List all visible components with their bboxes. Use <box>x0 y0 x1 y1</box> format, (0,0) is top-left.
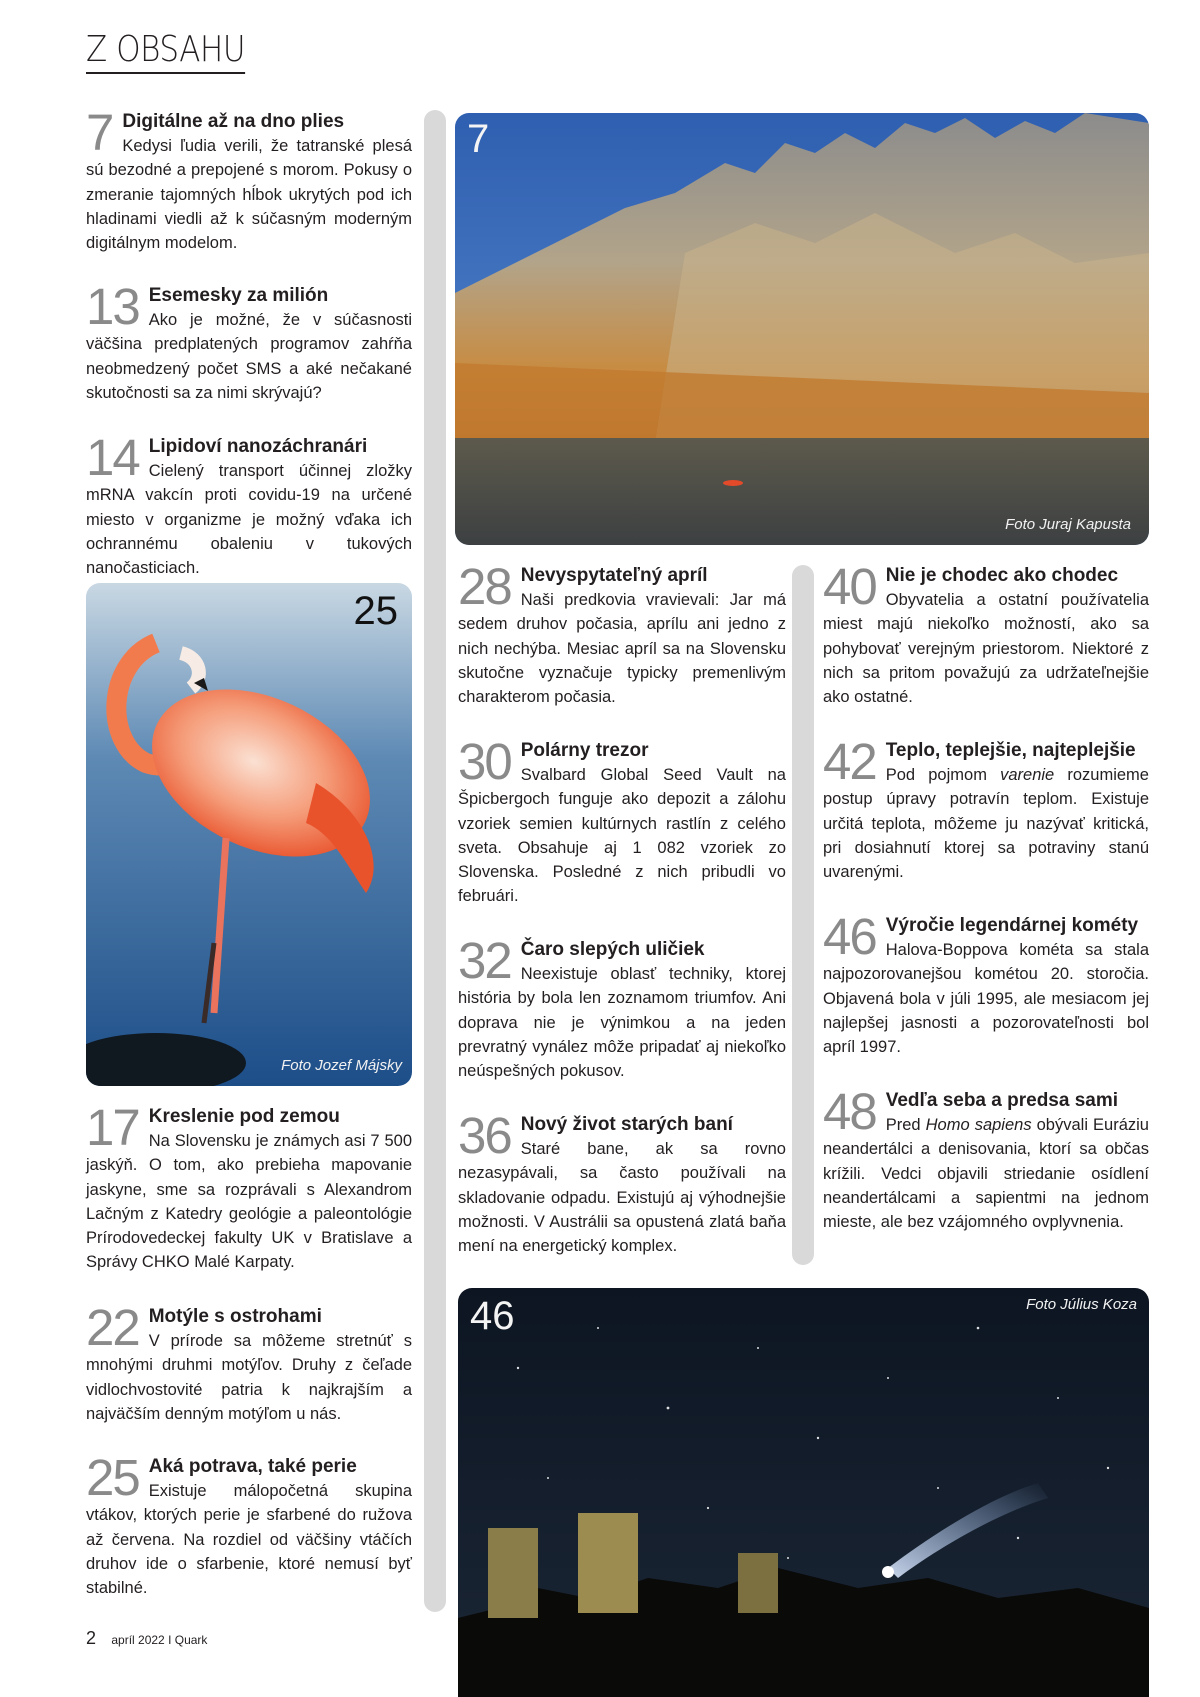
article-title[interactable]: Lipidoví nanozáchranári <box>148 436 368 457</box>
article-page-number: 14 <box>86 429 139 486</box>
article-item[interactable] <box>823 908 1149 1059</box>
article-page-number: 25 <box>86 1449 139 1506</box>
article-title[interactable]: Výročie legendárnej kométy <box>885 915 1139 936</box>
article-item[interactable] <box>86 429 412 580</box>
article-page-number: 7 <box>86 104 113 161</box>
article-title[interactable]: Čaro slepých uličiek <box>520 939 705 960</box>
column-divider <box>424 110 446 1612</box>
article-summary-start: Pred <box>885 1116 926 1134</box>
article-title[interactable]: Polárny trezor <box>520 740 649 761</box>
article-title[interactable]: Digitálne až na dno plies <box>122 111 345 132</box>
article-page-number: 40 <box>823 558 876 615</box>
article-summary-end: rozumieme postup úpravy potravín teplom. Existuje určitá teplota, môžeme ju nazývať kritická, pri dosiahnutí ktorej sa potraviny stanú uvarenými. <box>823 766 1149 882</box>
article-summary: Kedysi ľudia verili, že tatranské plesá sú bezodné a prepojené s morom. Pokusy o zmeranie tajomných hĺbok ukrytých pod ich hladinami viedli až k súčasným moderným digitálnym modelom. <box>86 137 412 253</box>
article-title[interactable]: Aká potrava, také perie <box>148 1456 357 1477</box>
article-summary: Obyvatelia a ostatní používatelia miest majú niekoľko možností, ako sa pohybovať verejným priestorom. Niektoré z nich sa pritom považujú za udržateľnejšie ako ostatné. <box>823 591 1149 707</box>
article-item[interactable] <box>458 558 786 709</box>
article-item[interactable] <box>86 1299 412 1426</box>
article-summary: Na Slovensku je známych asi 7 500 jaskýň. O tom, ako prebieha mapovanie jaskyne, sme sa rozprávali s Alexandrom Lačným z Katedry geológie a paleontológie Prírodovedeckej fakulty UK v Bratislave a Správy CHKO Malé Karpaty. <box>86 1132 412 1272</box>
article-page-number: 22 <box>86 1299 139 1356</box>
article-item[interactable] <box>86 104 412 255</box>
article-summary: Existuje málopočetná skupina vtákov, ktorých perie je sfarbené do ružova až červena. Na rozdiel od väčšiny vtáčích druhov ide o sfarbenie, ktoré nemusí byť stabilné. <box>86 1482 412 1598</box>
article-summary-start: Pod pojmom <box>885 766 1001 784</box>
article-title[interactable]: Vedľa seba a predsa sami <box>885 1090 1119 1111</box>
article-summary: Ako je možné, že v súčasnosti väčšina predplatených programov zahŕňa neobmedzený počet SMS a aké nečakané skutočnosti sa za nimi skrývajú? <box>86 311 412 402</box>
article-title[interactable]: Kreslenie pod zemou <box>148 1106 340 1127</box>
article-title[interactable]: Nevyspytateľný apríl <box>520 565 708 586</box>
photo-credit: Foto Juraj Kapusta <box>1005 516 1131 533</box>
article-page-number: 36 <box>458 1107 511 1164</box>
article-page-number: 48 <box>823 1083 876 1140</box>
article-title[interactable]: Motýle s ostrohami <box>148 1306 322 1327</box>
article-summary: Svalbard Global Seed Vault na Špicbergoch funguje ako depozit a zálohu vzoriek semien kultúrnych rastlín z celého sveta. Obsahuje aj 1 082 vzoriek zo Slovenska. Posledné z nich pribudli vo februári. <box>458 766 786 906</box>
flamingo-photo <box>86 583 412 1086</box>
article-page-number: 30 <box>458 733 511 790</box>
article-title[interactable]: Nie je chodec ako chodec <box>885 565 1119 586</box>
article-item[interactable] <box>458 1107 786 1258</box>
article-page-number: 42 <box>823 733 876 790</box>
photo-credit: Foto Jozef Májsky <box>281 1057 402 1074</box>
article-summary: V prírode sa môžeme stretnúť s mnohými druhmi motýľov. Druhy z čeľade vidlochvostovité patria k najkrajším a najväčším denným motýľom u nás. <box>86 1332 412 1423</box>
article-item[interactable] <box>86 1449 412 1600</box>
article-item[interactable] <box>823 1083 1149 1234</box>
article-summary-end: obývali Eurázіu neandertálci a denisovania, ktorí sa občas krížili. Vedci objavili striedanie osídlení neandertálcami a sapientmi na jednom mieste, ale bez vzájomného ovplyvnenia. <box>823 1116 1149 1232</box>
article-summary: Neexistuje oblasť techniky, ktorej história by bola len zoznamom triumfov. Ani doprava nie je výnimkou a na jeden prevratný vynález môže pripadať aj niekoľko neúspešných pokusov. <box>458 965 786 1081</box>
article-item[interactable] <box>86 278 412 405</box>
page-number: 2 <box>86 1628 97 1648</box>
article-item[interactable] <box>458 932 786 1083</box>
issue-label: apríl 2022 I Quark <box>111 1633 208 1647</box>
article-summary: Cielený transport účinnej zložky mRNA vakcín proti covidu-19 na určené miesto v organizme je možný vďaka ich ochrannému obaleniu v tukových nanočasticiach. <box>86 462 412 578</box>
article-summary: Naši predkovia vravievali: Jar má sedem druhov počasia, aprílu ani jedno z nich nechýba. Mesiac apríl sa na Slovensku skutočne vyznačuje typicky premenlivým charakterom počasia. <box>458 591 786 707</box>
article-page-number: 13 <box>86 278 139 335</box>
article-item[interactable] <box>823 558 1149 709</box>
article-item[interactable] <box>458 733 786 909</box>
page-footer <box>86 1628 207 1649</box>
photo-credit: Foto Július Koza <box>1026 1296 1137 1313</box>
article-summary-emphasis: varenie <box>1000 766 1055 784</box>
article-page-number: 28 <box>458 558 511 615</box>
comet-photo <box>458 1288 1149 1697</box>
article-summary: Halova-Boppova kométa sa stala najpozorovanejšou kométou 20. storočia. Objavená bola v júli 1995, ale mesiacom jej najlepšej jasnosti a pozorovateľnosti bol apríl 1997. <box>823 941 1149 1057</box>
article-page-number: 46 <box>823 908 876 965</box>
article-summary-emphasis: Homo sapiens <box>925 1116 1032 1134</box>
article-page-number: 32 <box>458 932 511 989</box>
article-item[interactable] <box>823 733 1149 884</box>
article-title[interactable]: Esemesky za milión <box>148 285 329 306</box>
photo-page-number: 7 <box>467 117 490 161</box>
article-title[interactable]: Teplo, teplejšie, najteplejšie <box>885 740 1136 761</box>
article-page-number: 17 <box>86 1099 139 1156</box>
photo-page-number: 46 <box>470 1294 515 1338</box>
article-item[interactable] <box>86 1099 412 1275</box>
article-summary: Staré bane, ak sa rovno nezasypávali, sa často používali na skladovanie odpadu. Existujú aj výhodnejšie možnosti. V Austrálii sa opustená zlatá baňa mení na energetický komplex. <box>458 1140 786 1256</box>
mountain-lake-photo <box>455 113 1149 545</box>
page-title: Z OBSAHU <box>86 30 245 74</box>
column-divider <box>792 565 814 1265</box>
article-title[interactable]: Nový život starých baní <box>520 1114 733 1135</box>
photo-page-number: 25 <box>353 589 398 633</box>
